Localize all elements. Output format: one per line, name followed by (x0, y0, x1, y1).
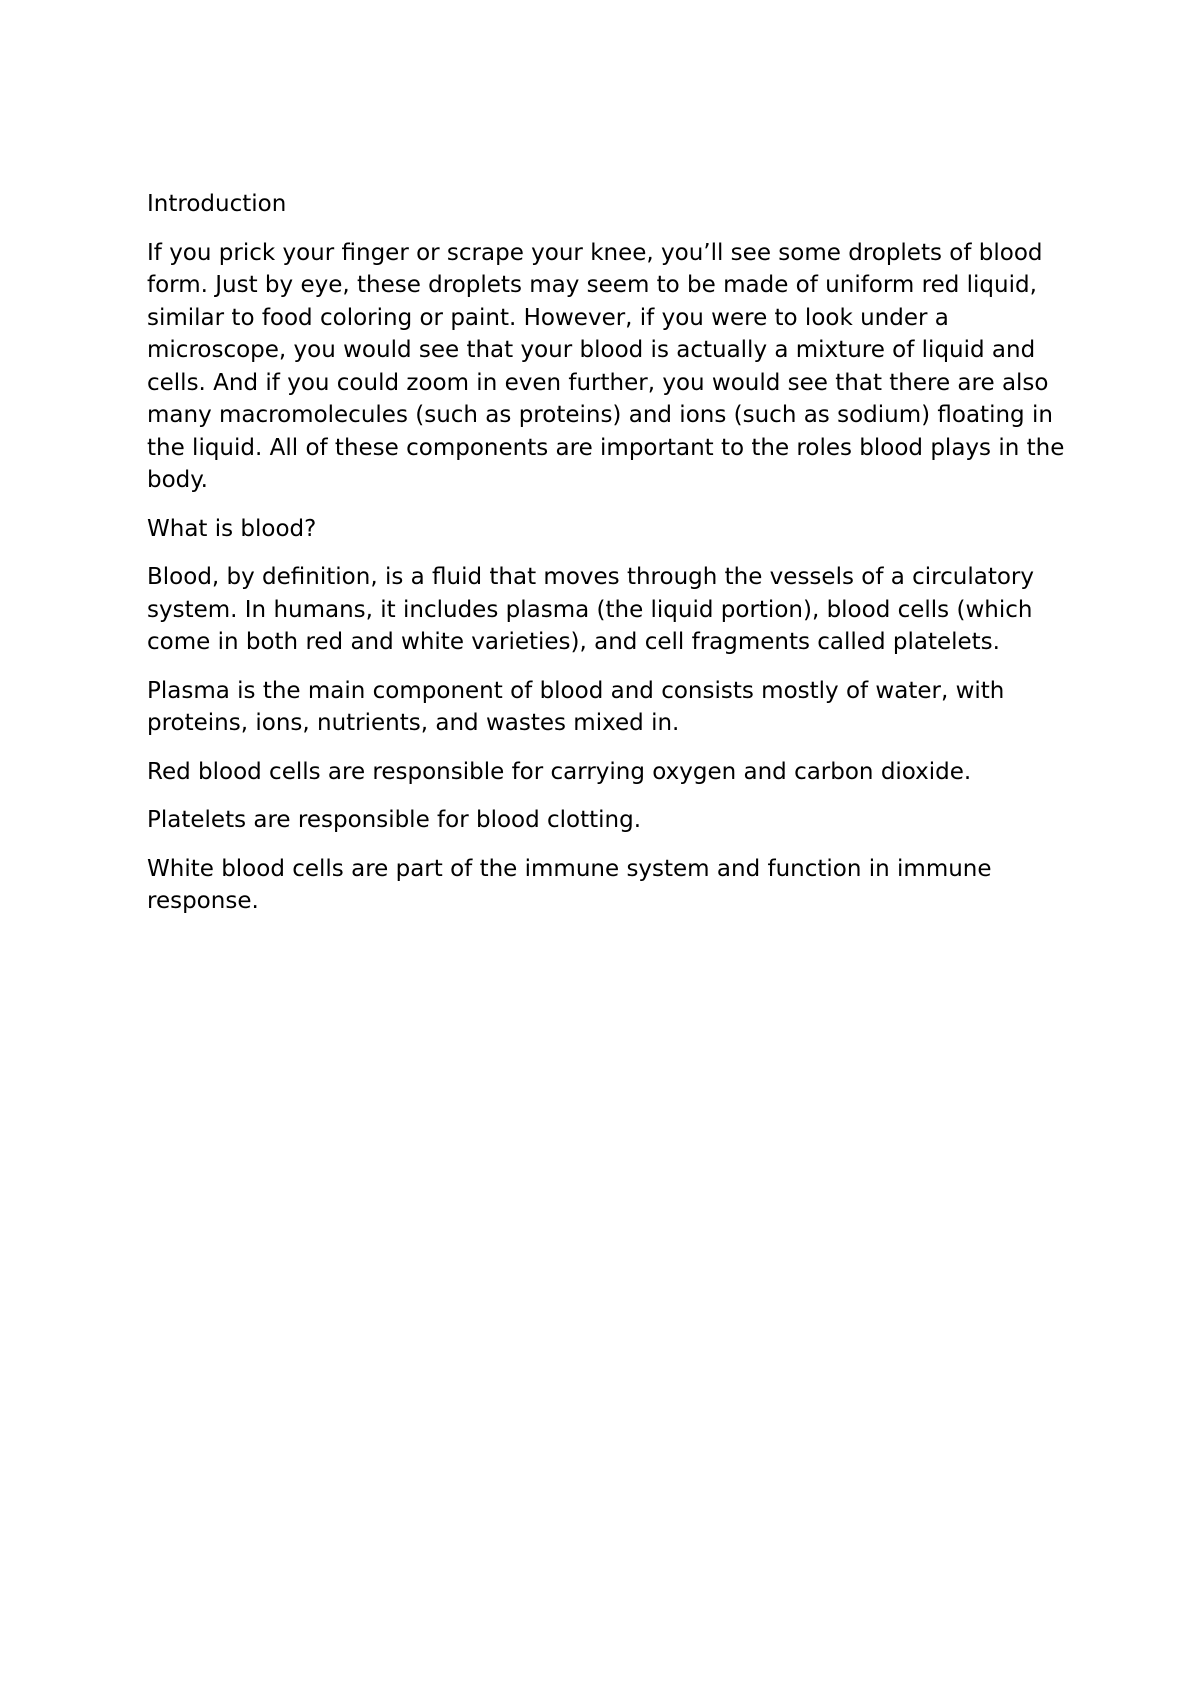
white-blood-cells-paragraph: White blood cells are part of the immune system and function in immune response. (147, 855, 992, 914)
section-heading-what-is-blood: What is blood? (147, 515, 317, 542)
definition-paragraph: Blood, by definition, is a fluid that moves through the vessels of a circulatory system. In humans, it includes plasma (the liquid portion), blood cells (which come in both red and white varieties), and cell fragments called platelets. (147, 564, 1034, 655)
platelets-paragraph: Platelets are responsible for blood clotting. (147, 807, 642, 833)
section-heading-introduction: Introduction (147, 191, 287, 217)
intro-paragraph: If you prick your finger or scrape your knee, you’ll see some droplets of blood form. Just by eye, these droplets may seem to be made of uniform red liquid, similar to food coloring or paint. However, if you were to look under a microscope, you would see that your blood is actually a mixture of liquid and cells. And if you could zoom in even further, you would see that there are also many macromolecules (such as proteins) and ions (such as sodium) floating in the liquid. All of these components are important to the roles blood plays in the body. (147, 239, 1065, 493)
red-blood-cells-paragraph: Red blood cells are responsible for carrying oxygen and carbon dioxide. (147, 758, 972, 785)
document-body (147, 188, 1077, 934)
plasma-paragraph: Plasma is the main component of blood and consists mostly of water, with proteins, ions, nutrients, and wastes mixed in. (147, 677, 1005, 736)
